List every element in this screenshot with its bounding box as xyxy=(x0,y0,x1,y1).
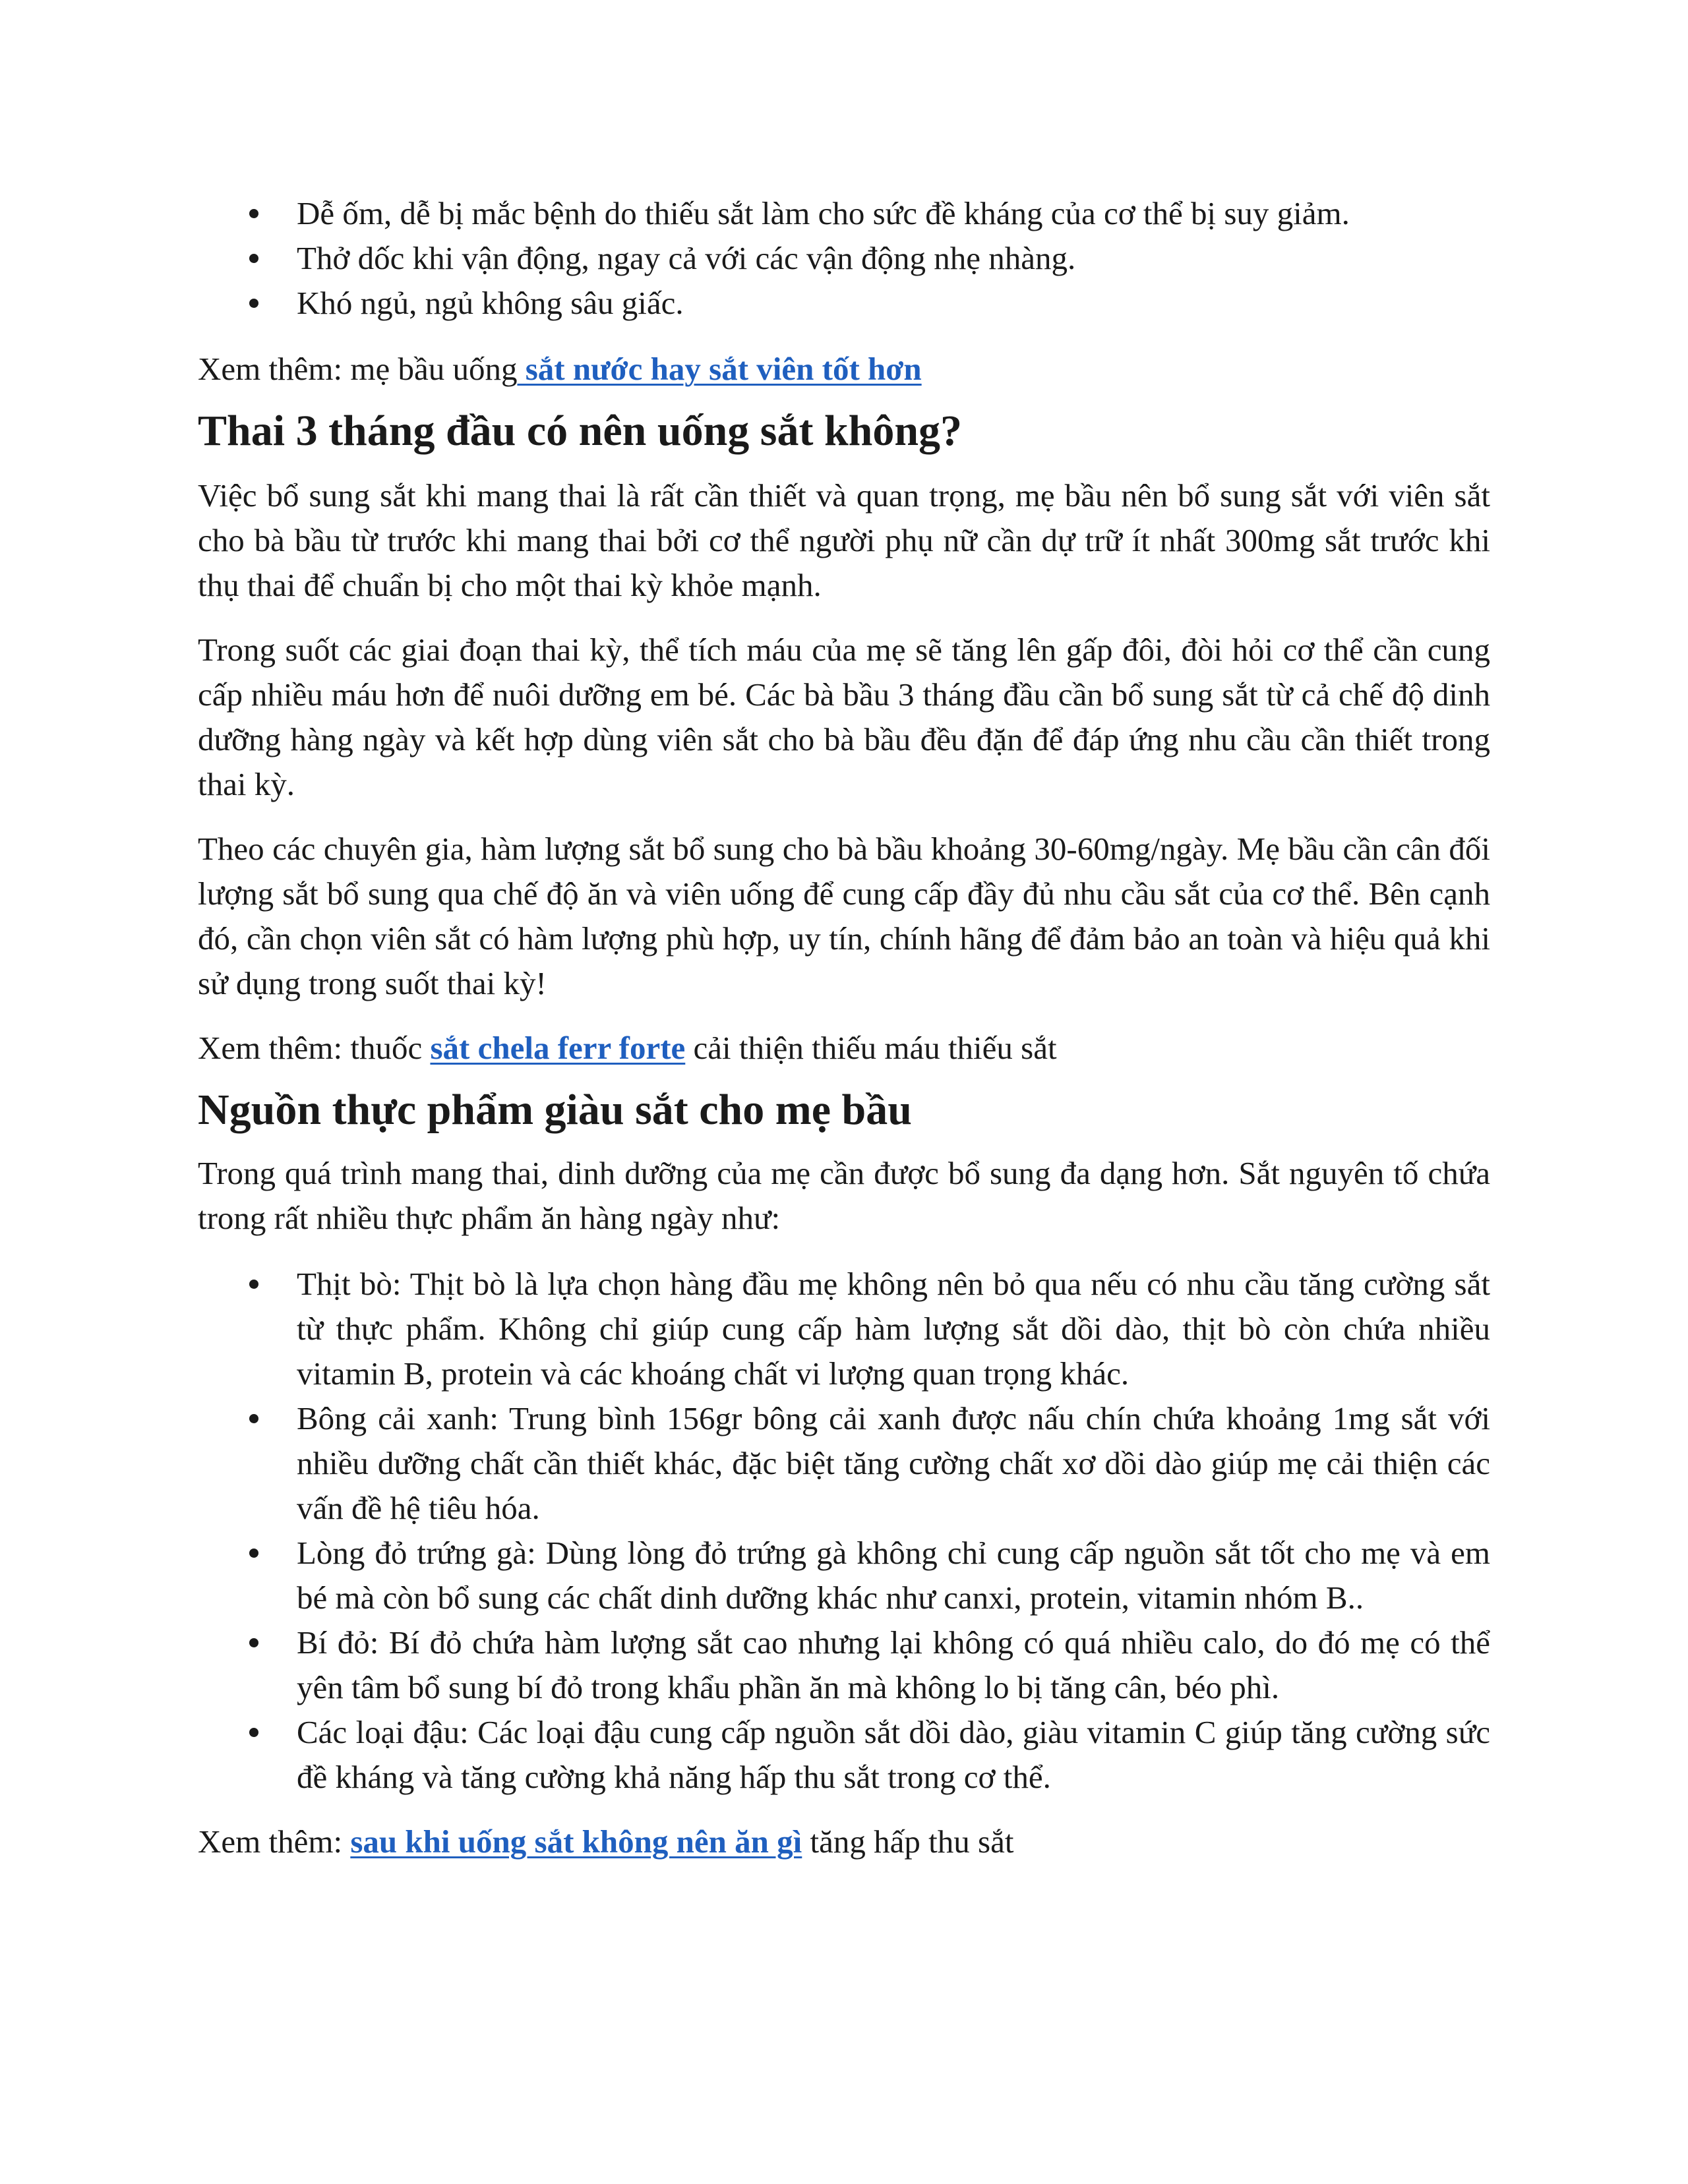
list-item: Các loại đậu: Các loại đậu cung cấp nguồn sắt dồi dào, giàu vitamin C giúp tăng cường sức đề kháng và tăng cường khả năng hấp thu sắt trong cơ thể. xyxy=(198,1710,1490,1800)
food-list xyxy=(198,1262,1490,1800)
section-heading-nguon-thuc-pham: Nguồn thực phẩm giàu sắt cho mẹ bầu xyxy=(198,1086,912,1134)
see-more-3: Xem thêm: sau khi uống sắt không nên ăn gì tăng hấp thu sắt xyxy=(198,1823,1014,1860)
link-sat-nuoc-hay-sat-vien[interactable]: sắt nước hay sắt viên tốt hơn xyxy=(517,351,922,387)
bullet-icon xyxy=(249,1549,258,1558)
symptom-list xyxy=(198,191,1490,326)
bullet-icon xyxy=(249,1728,258,1737)
list-item: Bí đỏ: Bí đỏ chứa hàm lượng sắt cao nhưng lại không có quá nhiều calo, do đó mẹ có thể yên tâm bổ sung bí đỏ trong khẩu phần ăn mà không lo bị tăng cân, béo phì. xyxy=(198,1620,1490,1710)
paragraph: Trong quá trình mang thai, dinh dưỡng của mẹ cần được bổ sung đa dạng hơn. Sắt nguyên tố chứa trong rất nhiều thực phẩm ăn hàng ngày như: xyxy=(198,1155,1490,1236)
list-item: Lòng đỏ trứng gà: Dùng lòng đỏ trứng gà không chỉ cung cấp nguồn sắt tốt cho mẹ và em bé mà còn bổ sung các chất dinh dưỡng khác như canxi, protein, vitamin nhóm B.. xyxy=(198,1531,1490,1620)
bullet-icon xyxy=(249,1638,258,1647)
link-sau-khi-uong-sat[interactable]: sau khi uống sắt không nên ăn gì xyxy=(350,1823,802,1860)
document-page xyxy=(198,191,1490,1864)
list-item: Bông cải xanh: Trung bình 156gr bông cải xanh được nấu chín chứa khoảng 1mg sắt với nhiều dưỡng chất cần thiết khác, đặc biệt tăng cường chất xơ dồi dào giúp mẹ cải thiện các vấn đề hệ tiêu hóa. xyxy=(198,1396,1490,1531)
paragraph: Trong suốt các giai đoạn thai kỳ, thể tích máu của mẹ sẽ tăng lên gấp đôi, đòi hỏi cơ thể cần cung cấp nhiều máu hơn để nuôi dưỡng em bé. Các bà bầu 3 tháng đầu cần bổ sung sắt từ cả chế độ dinh dưỡng hàng ngày và kết hợp dùng viên sắt cho bà bầu đều đặn để đáp ứng nhu cầu cần thiết trong thai kỳ. xyxy=(198,632,1490,802)
bullet-icon xyxy=(249,299,258,308)
bullet-icon xyxy=(249,209,258,218)
bullet-icon xyxy=(249,1414,258,1423)
list-item: Thở dốc khi vận động, ngay cả với các vận động nhẹ nhàng. xyxy=(198,236,1490,281)
see-more-2: Xem thêm: thuốc sắt chela ferr forte cải thiện thiếu máu thiếu sắt xyxy=(198,1030,1057,1066)
paragraph: Việc bổ sung sắt khi mang thai là rất cần thiết và quan trọng, mẹ bầu nên bổ sung sắt với viên sắt cho bà bầu từ trước khi mang thai bởi cơ thể người phụ nữ cần dự trữ ít nhất 300mg sắt trước khi thụ thai để chuẩn bị cho một thai kỳ khỏe mạnh. xyxy=(198,477,1490,603)
list-item: Thịt bò: Thịt bò là lựa chọn hàng đầu mẹ không nên bỏ qua nếu có nhu cầu tăng cường sắt từ thực phẩm. Không chỉ giúp cung cấp hàm lượng sắt dồi dào, thịt bò còn chứa nhiều vitamin B, protein và các khoáng chất vi lượng quan trọng khác. xyxy=(198,1262,1490,1396)
bullet-icon xyxy=(249,254,258,263)
paragraph: Theo các chuyên gia, hàm lượng sắt bổ sung cho bà bầu khoảng 30-60mg/ngày. Mẹ bầu cần cân đối lượng sắt bổ sung qua chế độ ăn và viên uống để cung cấp đầy đủ nhu cầu sắt của cơ thể. Bên cạnh đó, cần chọn viên sắt có hàm lượng phù hợp, uy tín, chính hãng để đảm bảo an toàn và hiệu quả khi sử dụng trong suốt thai kỳ! xyxy=(198,831,1490,1001)
link-sat-chela-ferr-forte[interactable]: sắt chela ferr forte xyxy=(430,1030,686,1066)
section-heading-thai-3-thang: Thai 3 tháng đầu có nên uống sắt không? xyxy=(198,407,963,455)
list-item: Khó ngủ, ngủ không sâu giấc. xyxy=(198,281,1490,326)
bullet-icon xyxy=(249,1280,258,1289)
see-more-1: Xem thêm: mẹ bầu uống sắt nước hay sắt viên tốt hơn xyxy=(198,351,922,387)
list-item: Dễ ốm, dễ bị mắc bệnh do thiếu sắt làm cho sức đề kháng của cơ thể bị suy giảm. xyxy=(198,191,1490,236)
